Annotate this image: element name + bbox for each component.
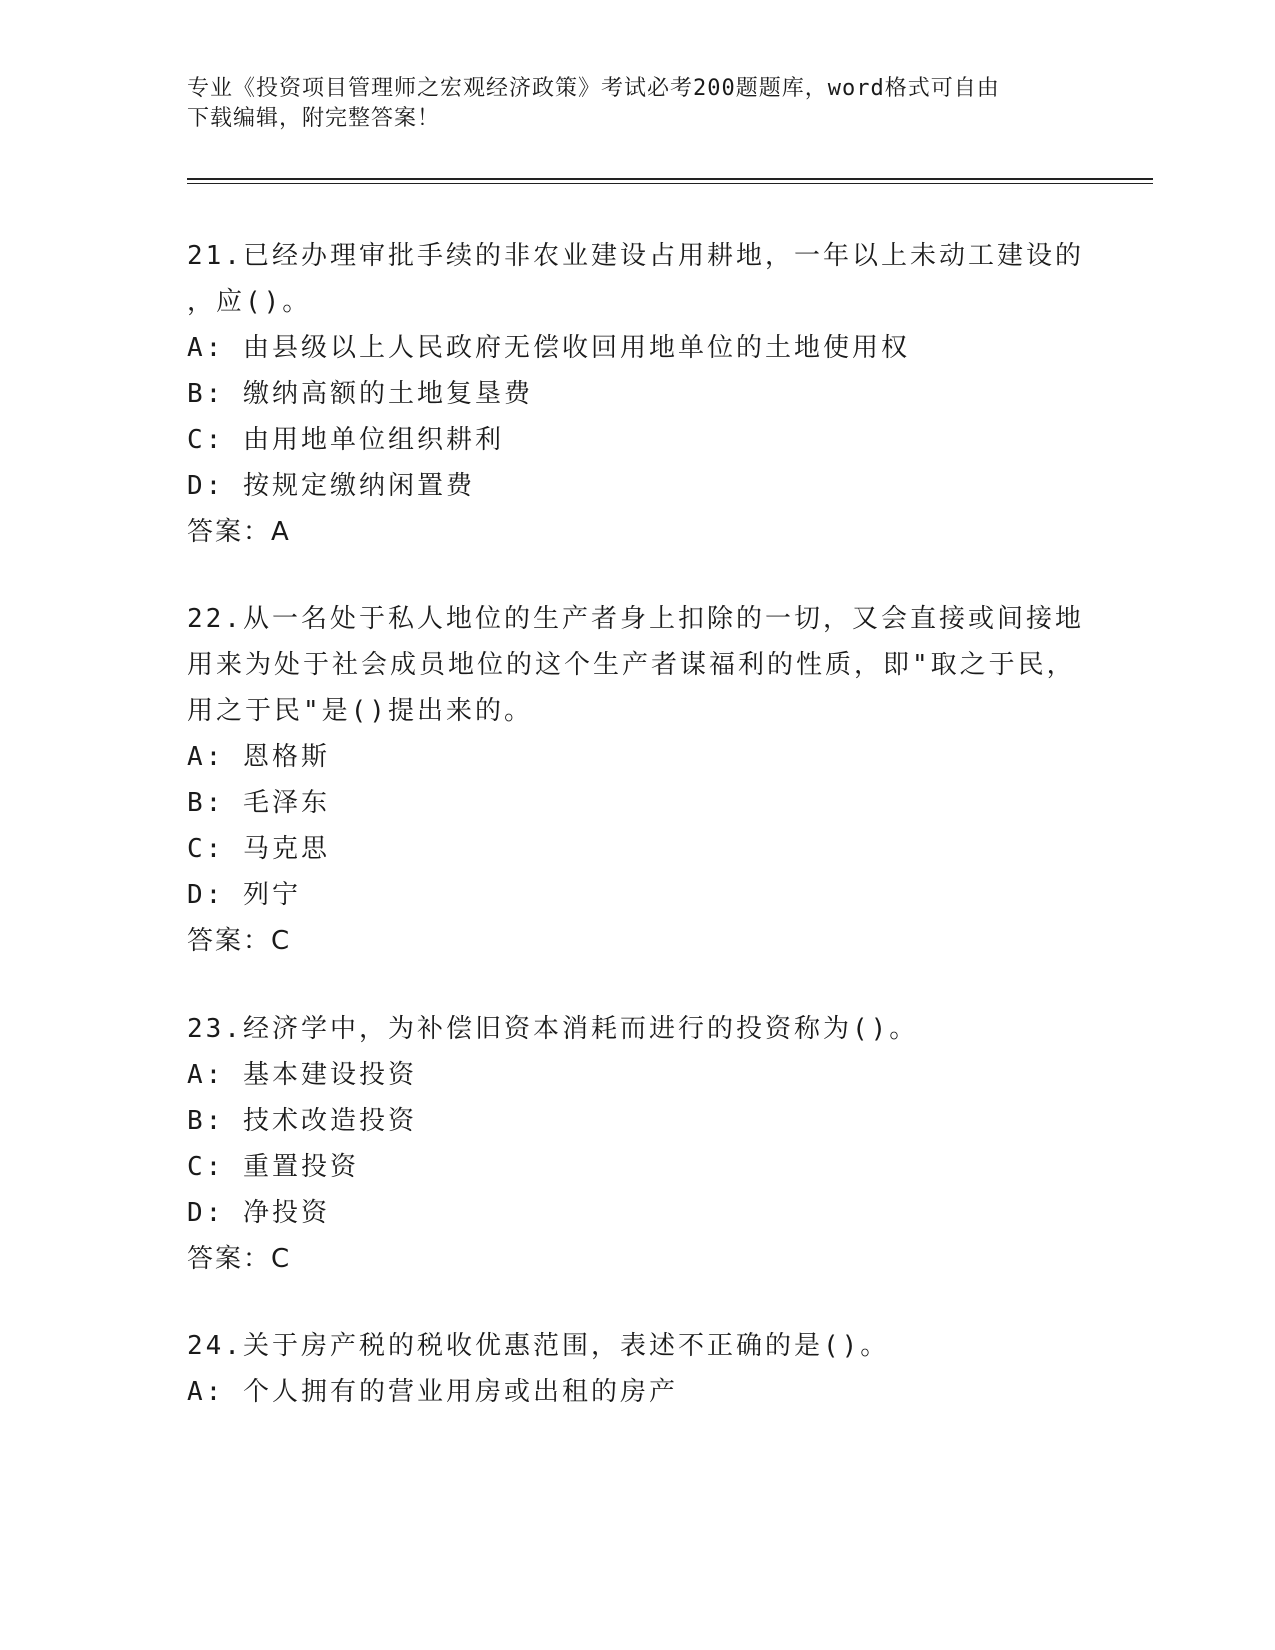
question-stem-line: 24.关于房产税的税收优惠范围，表述不正确的是()。 xyxy=(187,1331,890,1361)
option-a: A: 恩格斯 xyxy=(187,742,330,772)
option-d: D: 净投资 xyxy=(187,1198,330,1228)
option-c: C: 重置投资 xyxy=(187,1152,359,1182)
question-stem-line: 用之于民"是()提出来的。 xyxy=(187,696,533,726)
question-24 xyxy=(187,1323,1087,1415)
option-b: B: 缴纳高额的土地复垦费 xyxy=(187,379,533,409)
option-c: C: 由用地单位组织耕利 xyxy=(187,425,504,455)
answer: 答案：C xyxy=(187,926,292,956)
question-22 xyxy=(187,596,1087,964)
header-divider-thin xyxy=(187,183,1153,184)
question-stem-line: ，应()。 xyxy=(187,287,312,317)
option-a: A: 由县级以上人民政府无偿收回用地单位的土地使用权 xyxy=(187,333,910,363)
option-d: D: 列宁 xyxy=(187,880,301,910)
question-21 xyxy=(187,233,1087,555)
option-c: C: 马克思 xyxy=(187,834,330,864)
question-stem-line: 21.已经办理审批手续的非农业建设占用耕地，一年以上未动工建设的 xyxy=(187,241,1084,271)
option-d: D: 按规定缴纳闲置费 xyxy=(187,471,475,501)
question-stem-line: 23.经济学中，为补偿旧资本消耗而进行的投资称为()。 xyxy=(187,1014,919,1044)
question-23 xyxy=(187,1006,1087,1282)
answer: 答案：A xyxy=(187,517,291,547)
option-a: A: 基本建设投资 xyxy=(187,1060,417,1090)
question-stem-line: 22.从一名处于私人地位的生产者身上扣除的一切，又会直接或间接地 xyxy=(187,604,1084,634)
header-line-1: 专业《投资项目管理师之宏观经济政策》考试必考200题题库，word格式可自由 xyxy=(187,76,1000,101)
header-divider-thick xyxy=(187,178,1153,180)
answer: 答案：C xyxy=(187,1244,292,1274)
question-stem-line: 用来为处于社会成员地位的这个生产者谋福利的性质，即"取之于民， xyxy=(187,650,1076,680)
option-b: B: 毛泽东 xyxy=(187,788,330,818)
document-header xyxy=(187,74,1087,134)
option-a: A: 个人拥有的营业用房或出租的房产 xyxy=(187,1377,678,1407)
header-line-2: 下载编辑，附完整答案！ xyxy=(187,106,441,131)
option-b: B: 技术改造投资 xyxy=(187,1106,417,1136)
